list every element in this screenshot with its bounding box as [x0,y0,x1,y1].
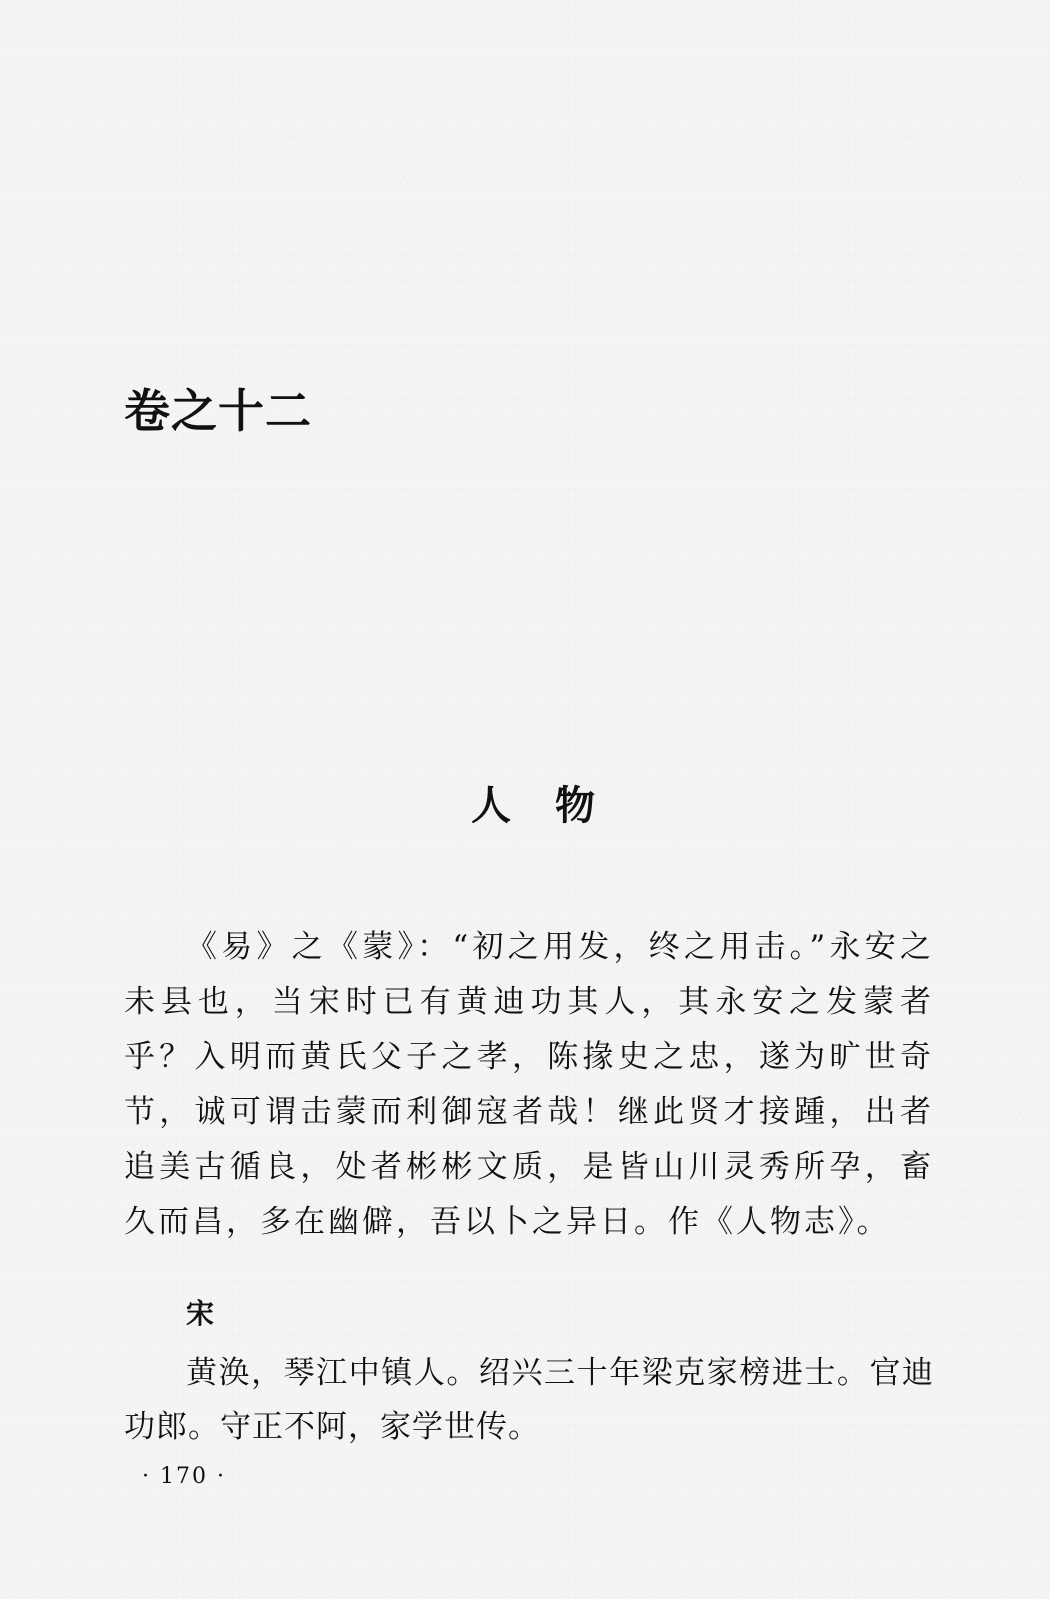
preface-paragraph: 《易》之《蒙》：“初之用发，终之用击。”永安之未县也，当宋时已有黄迪功其人，其永安之发蒙者乎？入明而黄氏父子之孝，陈掾史之忠，遂为旷世奇节，诚可谓击蒙而利御寇者哉！继此贤才接踵，出者追美古循良，处者彬彬文质，是皆山川灵秀所孕，畜久而昌，多在幽僻，吾以卜之异日。作《人物志》。 [124,929,934,1240]
section-title: 人物 [471,782,639,829]
biography-entry: 黄涣，琴江中镇人。绍兴三十年梁克家榜进士。官迪功郎。守正不阿，家学世传。 [124,1355,934,1445]
page-number: · 170 · [142,1464,226,1489]
era-heading: 宋 [186,1297,215,1330]
volume-title: 卷之十二 [124,384,312,438]
